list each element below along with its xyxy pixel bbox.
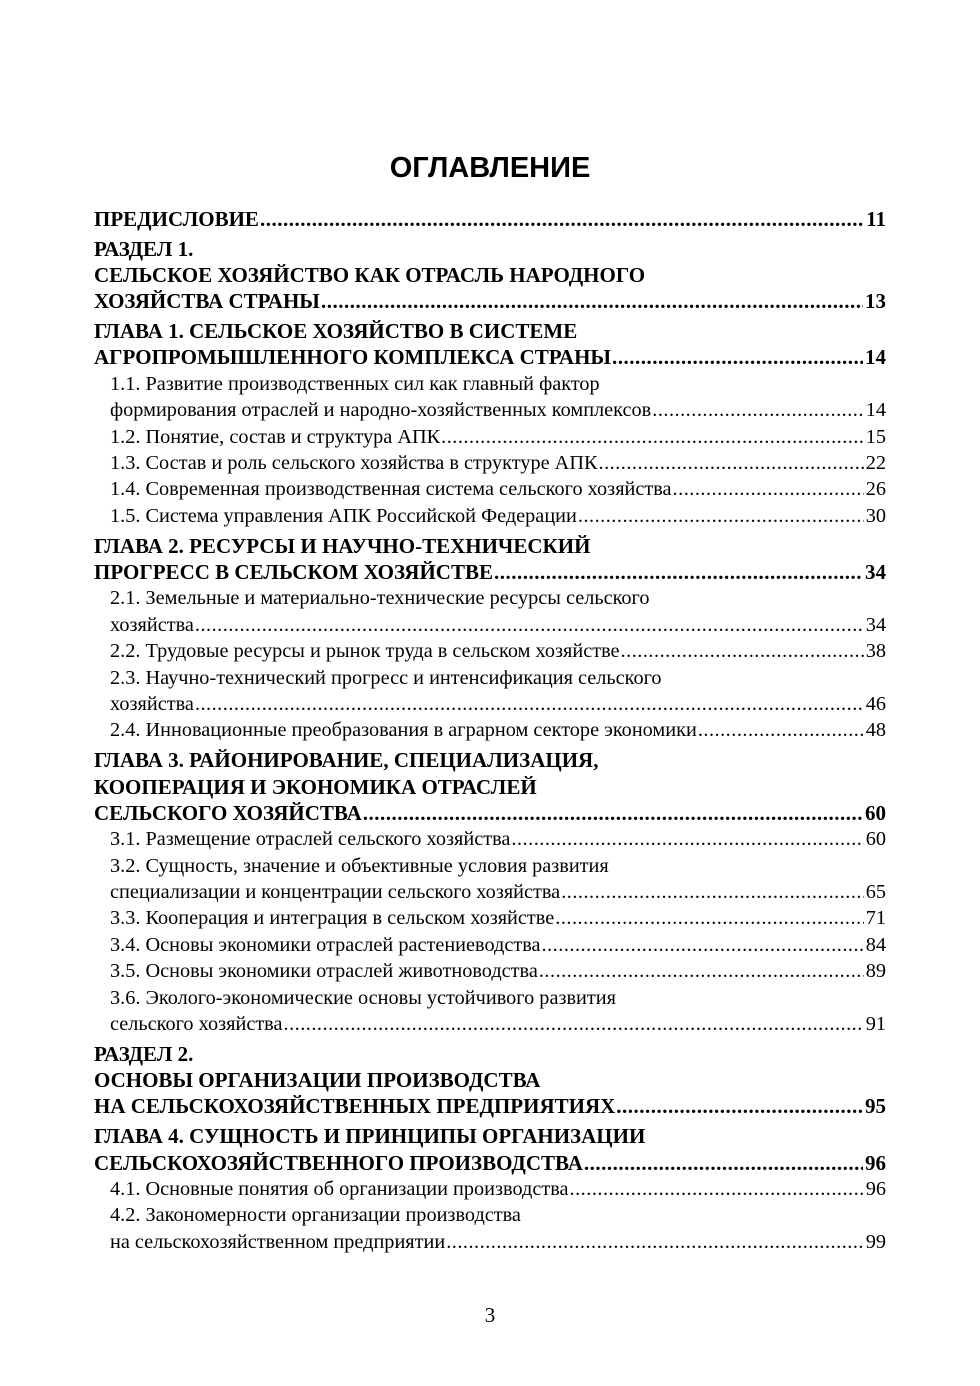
dot-leader <box>284 1011 864 1037</box>
toc-entry-line <box>110 879 886 905</box>
toc-entry-text: КООПЕРАЦИЯ И ЭКОНОМИКА ОТРАСЛЕЙ <box>94 774 537 799</box>
toc-page-number: 84 <box>865 933 886 956</box>
toc-entry-text: НА СЕЛЬСКОХОЗЯЙСТВЕННЫХ ПРЕДПРИЯТИЯХ <box>94 1094 616 1119</box>
toc-entry-text: на сельскохозяйственном предприятии <box>110 1230 446 1253</box>
toc-entry-line <box>110 932 886 958</box>
toc-entry-text: 2.4. Инновационные преобразования в аграрном секторе экономики <box>110 719 697 742</box>
toc-heading-entry <box>94 533 886 586</box>
toc-entry-text: 4.1. Основные понятия об организации производства <box>110 1177 569 1200</box>
toc-subsection-entry <box>94 717 886 743</box>
toc-entry-line <box>110 612 886 638</box>
toc-subsection-entry <box>94 1202 886 1255</box>
dot-leader <box>494 559 863 585</box>
toc-entry-text: 2.2. Трудовые ресурсы и рынок труда в сельском хозяйстве <box>110 640 620 663</box>
dot-leader <box>578 503 864 529</box>
toc-page-number: 96 <box>865 1150 886 1175</box>
toc-entry-text: ОСНОВЫ ОРГАНИЗАЦИИ ПРОИЗВОДСТВА <box>94 1068 541 1093</box>
toc-entry-text: ПРЕДИСЛОВИЕ <box>94 207 259 231</box>
toc-page-number: 15 <box>865 425 886 448</box>
dot-leader <box>652 397 863 423</box>
toc-entry-text: 2.1. Земельные и материально-технические ресурсы сельского <box>110 587 650 610</box>
toc-page-number: 65 <box>865 880 886 903</box>
dot-leader <box>584 1150 863 1176</box>
toc-entry-text: 3.1. Размещение отраслей сельского хозяйства <box>110 828 511 851</box>
toc-page-number: 13 <box>865 289 886 314</box>
toc-entry-text: СЕЛЬСКОГО ХОЗЯЙСТВА <box>94 800 362 825</box>
toc-entry-text: 3.5. Основы экономики отраслей животноводства <box>110 960 538 983</box>
toc-entry-line <box>110 503 886 529</box>
toc-entry-text: хозяйства <box>110 692 194 715</box>
toc-page-number: 22 <box>865 452 886 474</box>
toc-page-number: 48 <box>865 719 886 742</box>
toc-entry-line <box>110 1176 886 1202</box>
toc-subsection-entry <box>94 476 886 502</box>
dot-leader <box>511 826 863 852</box>
dot-leader <box>561 879 864 905</box>
toc-entry-text: ГЛАВА 2. РЕСУРСЫ И НАУЧНО-ТЕХНИЧЕСКИЙ <box>94 533 591 558</box>
toc-heading-entry <box>94 236 886 315</box>
dot-leader <box>612 344 863 370</box>
toc-entry-line <box>110 958 886 984</box>
page-title: ОГЛАВЛЕНИЕ <box>389 152 591 184</box>
toc-entry-text: 1.2. Понятие, состав и структура АПК <box>110 425 441 448</box>
toc-page-number: 30 <box>865 504 886 527</box>
toc-entry-text: 3.4. Основы экономики отраслей растениеводства <box>110 933 541 956</box>
toc-entry-text: ГЛАВА 1. СЕЛЬСКОЕ ХОЗЯЙСТВО В СИСТЕМЕ <box>94 319 578 344</box>
dot-leader <box>673 476 864 502</box>
dot-leader <box>195 612 864 638</box>
toc-entry-text: 1.5. Система управления АПК Российской Федерации <box>110 504 577 527</box>
toc-subsection-entry <box>94 371 886 424</box>
toc-page-number: 96 <box>865 1177 886 1200</box>
toc-page-number: 14 <box>865 399 886 422</box>
toc-entry-text: РАЗДЕЛ 1. <box>94 236 194 261</box>
toc-subsection-entry <box>94 826 886 852</box>
toc-page-number: 60 <box>865 800 886 825</box>
toc-entry-text: 4.2. Закономерности организации производства <box>110 1204 521 1227</box>
toc-entry-text: 2.3. Научно-технический прогресс и интенсификация сельского <box>110 666 662 689</box>
toc-subsection-entry <box>94 958 886 984</box>
toc-entry-text: 3.3. Кооперация и интеграция в сельском хозяйстве <box>110 907 555 930</box>
toc-page-number: 34 <box>865 613 886 636</box>
toc-entry-line <box>110 826 886 852</box>
toc-entry-text: ГЛАВА 3. РАЙОНИРОВАНИЕ, СПЕЦИАЛИЗАЦИЯ, <box>94 748 599 773</box>
toc-page-number: 91 <box>865 1012 886 1035</box>
toc-entry-text: специализации и концентрации сельского хозяйства <box>110 880 561 903</box>
toc-heading-entry <box>94 318 886 371</box>
toc-entry-text: 1.1. Развитие производственных сил как главный фактор <box>110 372 600 395</box>
toc-subsection-entry <box>94 638 886 664</box>
toc-entry-line <box>110 905 886 931</box>
toc-page-number: 46 <box>865 692 886 715</box>
toc-page-number: 99 <box>865 1230 886 1253</box>
dot-leader <box>195 691 864 717</box>
toc-page-number: 34 <box>865 560 886 585</box>
toc-heading-entry <box>94 1041 886 1120</box>
toc-entry-text: ГЛАВА 4. СУЩНОСТЬ И ПРИНЦИПЫ ОРГАНИЗАЦИИ <box>94 1124 646 1149</box>
dot-leader <box>539 958 864 984</box>
toc-entry-line <box>110 1011 886 1037</box>
toc-entry-text: 3.6. Эколого-экономические основы устойчивого развития <box>110 986 616 1009</box>
toc-heading-entry <box>94 1123 886 1176</box>
dot-leader <box>446 1229 864 1255</box>
toc-entry-line <box>110 691 886 717</box>
dot-leader <box>260 206 864 232</box>
toc-entry-line <box>110 476 886 502</box>
toc-page-number: 71 <box>865 907 886 930</box>
table-of-contents <box>94 206 886 1255</box>
dot-leader <box>441 424 864 450</box>
toc-subsection-entry <box>94 450 886 476</box>
toc-subsection-entry <box>94 905 886 931</box>
toc-page-number: 11 <box>866 207 886 231</box>
toc-page-number: 60 <box>865 828 886 851</box>
toc-page-number: 26 <box>865 478 886 501</box>
dot-leader <box>599 450 864 476</box>
toc-page-number: 14 <box>865 345 886 370</box>
toc-entry-line <box>94 288 886 314</box>
toc-subsection-entry <box>94 665 886 718</box>
dot-leader <box>542 932 864 958</box>
toc-subsection-entry <box>94 985 886 1038</box>
toc-page-number: 95 <box>865 1094 886 1119</box>
dot-leader <box>555 905 863 931</box>
toc-entry-text: АГРОПРОМЫШЛЕННОГО КОМПЛЕКСА СТРАНЫ <box>94 345 612 370</box>
toc-entry-text: 1.3. Состав и роль сельского хозяйства в структуре АПК <box>110 452 598 474</box>
dot-leader <box>621 638 864 664</box>
toc-entry-text: сельского хозяйства <box>110 1012 283 1035</box>
toc-entry-text: СЕЛЬСКОЕ ХОЗЯЙСТВО КАК ОТРАСЛЬ НАРОДНОГО <box>94 263 646 288</box>
toc-subsection-entry <box>94 853 886 906</box>
dot-leader <box>616 1093 863 1119</box>
toc-subsection-entry <box>94 585 886 638</box>
toc-entry-text: ПРОГРЕСС В СЕЛЬСКОМ ХОЗЯЙСТВЕ <box>94 560 493 585</box>
dot-leader <box>570 1176 864 1202</box>
toc-entry-text: 3.2. Сущность, значение и объективные условия развития <box>110 854 609 877</box>
toc-heading-entry <box>94 747 886 826</box>
dot-leader <box>321 288 863 314</box>
toc-entry-text: РАЗДЕЛ 2. <box>94 1041 194 1066</box>
page-number: 3 <box>484 1303 496 1327</box>
toc-page-number: 38 <box>865 640 886 663</box>
toc-entry-line <box>110 638 886 664</box>
toc-subsection-entry <box>94 1176 886 1202</box>
toc-entry-text: СЕЛЬСКОХОЗЯЙСТВЕННОГО ПРОИЗВОДСТВА <box>94 1150 583 1175</box>
toc-entry-line <box>94 344 886 370</box>
toc-heading-entry <box>94 206 886 232</box>
toc-entry-line <box>110 397 886 423</box>
toc-entry-line <box>94 800 886 826</box>
toc-entry-text: хозяйства <box>110 613 194 636</box>
dot-leader <box>698 717 864 743</box>
toc-entry-line <box>110 450 886 476</box>
dot-leader <box>363 800 863 826</box>
toc-entry-text: 1.4. Современная производственная система сельского хозяйства <box>110 478 672 501</box>
toc-entry-text: ХОЗЯЙСТВА СТРАНЫ <box>94 289 320 314</box>
toc-subsection-entry <box>94 503 886 529</box>
toc-page-number: 89 <box>865 960 886 983</box>
toc-entry-line <box>110 717 886 743</box>
toc-entry-line <box>94 1150 886 1176</box>
toc-subsection-entry <box>94 424 886 450</box>
toc-entry-line <box>94 206 886 232</box>
toc-entry-line <box>110 1229 886 1255</box>
toc-entry-line <box>110 424 886 450</box>
toc-entry-text: формирования отраслей и народно-хозяйственных комплексов <box>110 399 652 422</box>
toc-entry-line <box>94 1093 886 1119</box>
toc-entry-line <box>94 559 886 585</box>
toc-subsection-entry <box>94 932 886 958</box>
